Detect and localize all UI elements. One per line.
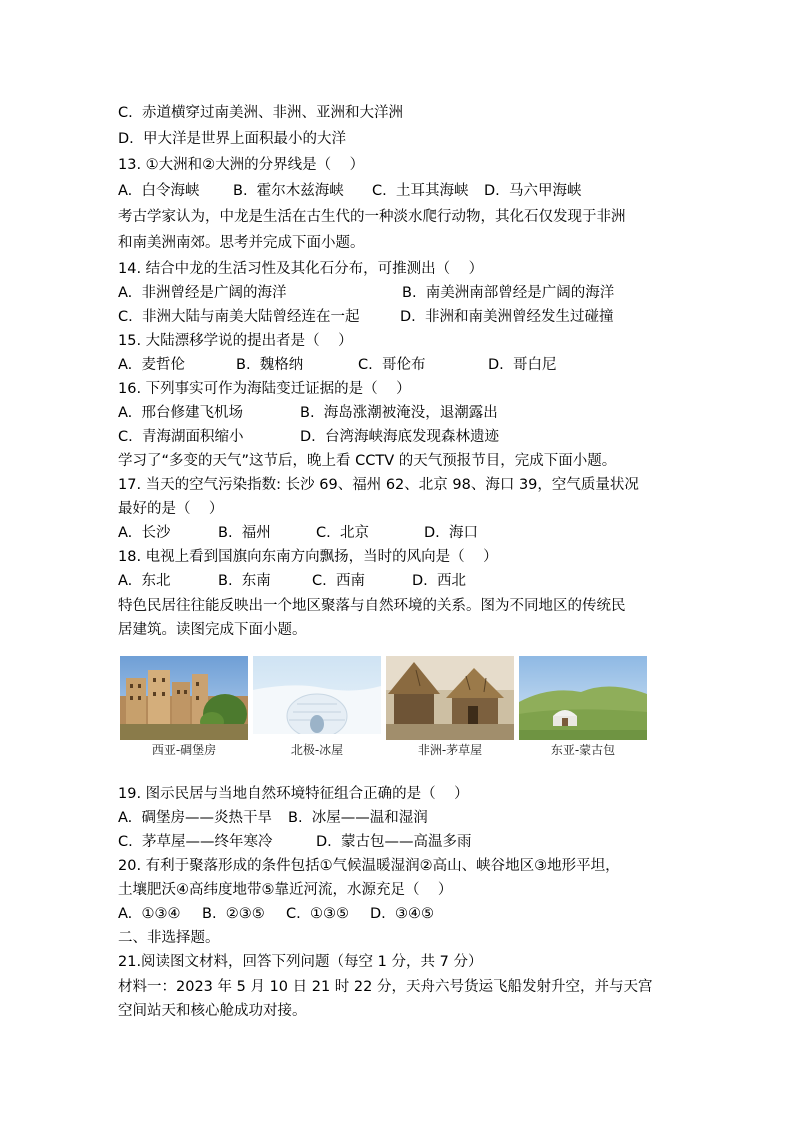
thatched-hut-photo <box>386 656 514 740</box>
q20-stem-line2: 土壤肥沃④高纬度地带⑤靠近河流，水源充足（ ） <box>118 882 453 898</box>
q14-option-c: C. 非洲大陆与南美大陆曾经连在一起 <box>118 309 360 325</box>
photo-caption: 非洲-茅草屋 <box>417 743 483 757</box>
photo-caption: 西亚-碉堡房 <box>151 743 217 757</box>
q14-intro-line2: 和南美洲南郊。思考并完成下面小题。 <box>118 235 365 251</box>
q20-option-b: B. ②③⑤ <box>202 906 265 922</box>
q18-option-d: D. 西北 <box>412 573 466 589</box>
q21-stem: 21.阅读图文材料，回答下列问题（每空 1 分，共 7 分） <box>118 954 483 970</box>
q20-stem-line1: 20. 有利于聚落形成的条件包括①气候温暖湿润②高山、峡谷地区③地形平坦， <box>118 858 620 874</box>
q16-option-d: D. 台湾海峡海底发现森林遗迹 <box>300 429 499 445</box>
q17-option-d: D. 海口 <box>424 525 478 541</box>
q15-option-b: B. 魏格纳 <box>236 357 304 373</box>
q12-option-d: D. 甲大洋是世界上面积最小的大洋 <box>118 131 346 147</box>
q15-option-c: C. 哥伦布 <box>358 357 426 373</box>
q18-option-b: B. 东南 <box>218 573 271 589</box>
q17-stem-line2: 最好的是（ ） <box>118 501 224 517</box>
q14-stem: 14. 结合中龙的生活习性及其化石分布，可推测出（ ） <box>118 261 484 277</box>
house-photo-strip <box>120 656 650 760</box>
q14-intro-line1: 考古学家认为，中龙是生活在古生代的一种淡水爬行动物，其化石仅发现于非洲 <box>118 209 626 225</box>
q14-option-b: B. 南美洲南部曾经是广阔的海洋 <box>402 285 615 301</box>
q17-option-a: A. 长沙 <box>118 525 171 541</box>
q19-option-b: B. 冰屋——温和湿润 <box>288 810 428 826</box>
q15-option-d: D. 哥白尼 <box>488 357 557 373</box>
q20-option-a: A. ①③④ <box>118 906 181 922</box>
q13-option-b: B. 霍尔木兹海峡 <box>233 183 344 199</box>
q17-stem-line1: 17. 当天的空气污染指数: 长沙 69、福州 62、北京 98、海口 39，空气质量状况 <box>118 477 639 493</box>
q15-option-a: A. 麦哲伦 <box>118 357 185 373</box>
photo-panel-africa <box>386 656 514 760</box>
q19-option-a: A. 碉堡房——炎热干旱 <box>118 810 272 826</box>
q18-option-c: C. 西南 <box>312 573 365 589</box>
igloo-photo <box>253 656 381 740</box>
q19-intro-line2: 居建筑。读图完成下面小题。 <box>118 622 307 638</box>
q15-stem: 15. 大陆漂移学说的提出者是（ ） <box>118 333 353 349</box>
photo-caption: 东亚-蒙古包 <box>550 743 616 757</box>
q16-option-b: B. 海岛涨潮被淹没，退潮露出 <box>300 405 498 421</box>
q19-option-c: C. 茅草屋——终年寒冷 <box>118 834 273 850</box>
q13-option-c: C. 土耳其海峡 <box>372 183 469 199</box>
q14-option-a: A. 非洲曾经是广阔的海洋 <box>118 285 287 301</box>
fortress-house-photo <box>120 656 248 740</box>
q19-option-d: D. 蒙古包——高温多雨 <box>316 834 472 850</box>
photo-caption: 北极-冰屋 <box>290 743 344 757</box>
q16-option-a: A. 邢台修建飞机场 <box>118 405 243 421</box>
q20-option-c: C. ①③⑤ <box>286 906 349 922</box>
q13-option-a: A. 白令海峡 <box>118 183 200 199</box>
q20-option-d: D. ③④⑤ <box>370 906 434 922</box>
q14-option-d: D. 非洲和南美洲曾经发生过碰撞 <box>400 309 614 325</box>
q12-option-c: C. 赤道横穿过南美洲、非洲、亚洲和大洋洲 <box>118 105 403 121</box>
q16-option-c: C. 青海湖面积缩小 <box>118 429 244 445</box>
photo-panel-east-asia <box>519 656 647 760</box>
material-one-line2: 空间站天和核心舱成功对接。 <box>118 1003 307 1019</box>
material-one-line1: 材料一：2023 年 5 月 10 日 21 时 22 分，天舟六号货运飞船发射升空，并与天宫 <box>118 979 653 995</box>
q19-intro-line1: 特色民居往往能反映出一个地区聚落与自然环境的关系。图为不同地区的传统民 <box>118 598 626 614</box>
photo-panel-west-asia <box>120 656 248 760</box>
q18-option-a: A. 东北 <box>118 573 171 589</box>
q17-intro: 学习了“多变的天气”这节后，晚上看 CCTV 的天气预报节目，完成下面小题。 <box>118 453 617 469</box>
q17-option-c: C. 北京 <box>316 525 369 541</box>
section-heading: 二、非选择题。 <box>118 930 220 946</box>
yurt-photo <box>519 656 647 740</box>
photo-panel-arctic <box>253 656 381 760</box>
q19-stem: 19. 图示民居与当地自然环境特征组合正确的是（ ） <box>118 786 469 802</box>
q13-stem: 13. ①大洲和②大洲的分界线是（ ） <box>118 157 365 173</box>
q18-stem: 18. 电视上看到国旗向东南方向飘扬，当时的风向是（ ） <box>118 549 498 565</box>
q17-option-b: B. 福州 <box>218 525 271 541</box>
q13-option-d: D. 马六甲海峡 <box>484 183 582 199</box>
q16-stem: 16. 下列事实可作为海陆变迁证据的是（ ） <box>118 381 411 397</box>
